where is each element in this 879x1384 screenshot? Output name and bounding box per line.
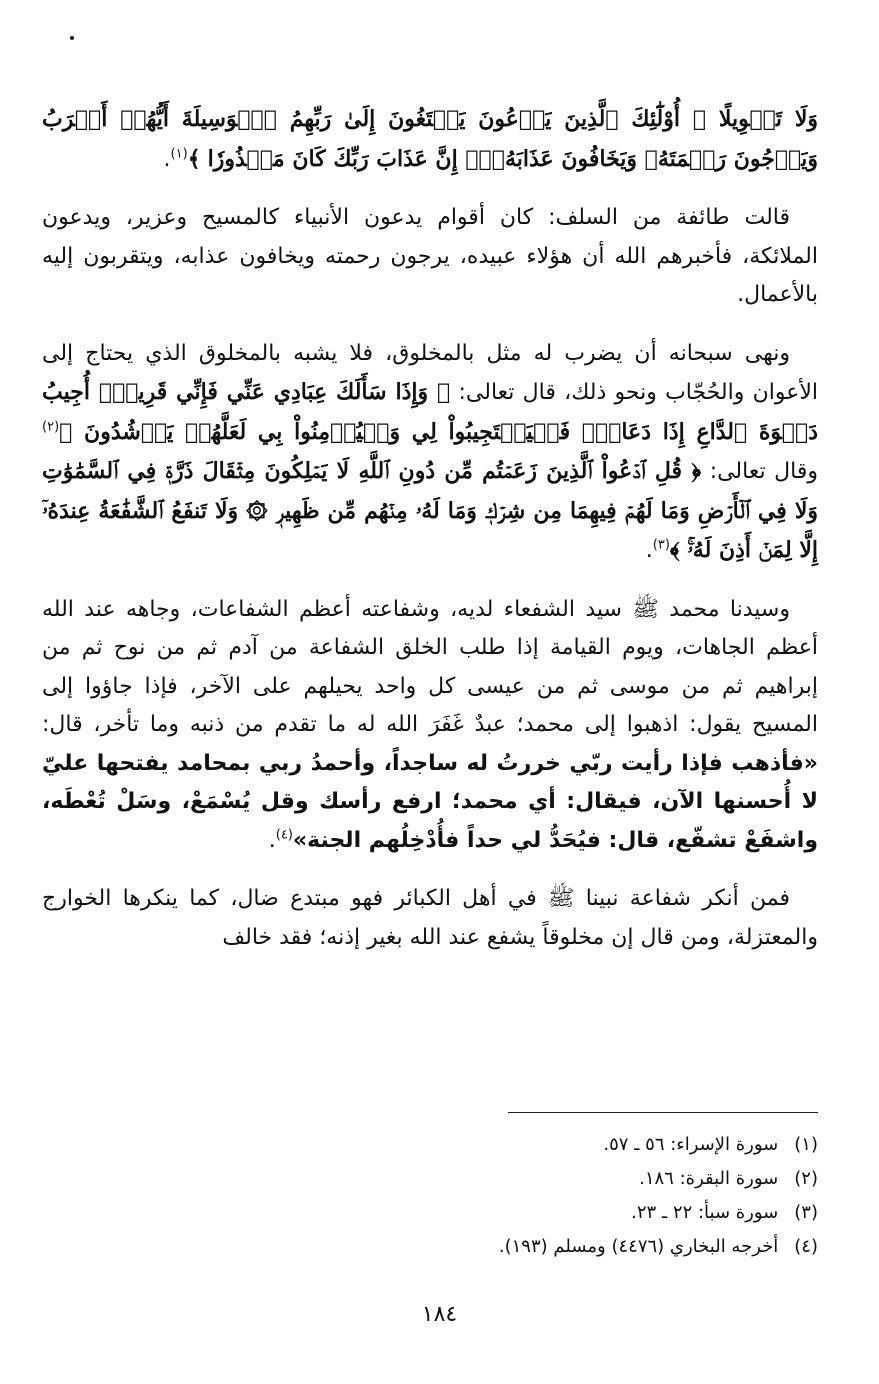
footnote-ref-4: (٤) <box>275 827 293 843</box>
footnote-item <box>42 1128 818 1162</box>
footnote-item <box>42 1196 818 1230</box>
footnote-item <box>42 1230 818 1264</box>
quran-verse-saba: ﴿ قُلِ ٱدۡعُواْ ٱلَّذِينَ زَعَمۡتُم مِّن دُونِ ٱللَّهِ لَا يَمۡلِكُونَ مِثۡقَالَ ذَرَّةٖ فِي ٱلسَّمَٰوَٰتِ وَلَا فِي ٱلۡأَرۡضِ وَمَا لَهُمۡ فِيهِمَا مِن شِرۡكٖ وَمَا لَهُۥ مِنۡهُم مِّن ظَهِيرٖ ۞ وَلَا تَنفَعُ ٱلشَّفَٰعَةُ عِندَهُۥٓ إِلَّا لِمَنۡ أَذِنَ لَهُۥۚ ﴾ <box>42 458 818 563</box>
paragraph-quran-verse <box>42 100 818 179</box>
footnote-item <box>42 1162 818 1196</box>
page-speck <box>70 36 74 40</box>
hadith-quote: «فأذهب فإذا رأيت ربّي خررتُ له ساجداً، وأحمدُ ربي بمحامد يفتحها عليّ لا أُحسنها الآن، فيقال: أي محمد؛ ارفع رأسك وقل يُسْمَعْ، وسَلْ تُعْطَه، واشفَعْ تشفّع، قال: فيُحَدُّ لي حداً فأُدْخِلُهم الجنة» <box>42 750 818 853</box>
footnote-ref-3: (٣) <box>652 537 670 553</box>
paragraph-denial: فمن أنكر شفاعة نبينا ﷺ في أهل الكبائر فهو مبتدع ضال، كما ينكرها الخوارج والمعتزلة، ومن قال إن مخلوقاً يشفع عند الله بغير إذنه؛ فقد خالف <box>42 886 818 950</box>
main-text <box>42 100 818 977</box>
page-number: ١٨٤ <box>421 1302 458 1327</box>
quran-bracket-close: ﴾ <box>187 145 201 172</box>
footnote-number: (٢) <box>794 1168 818 1189</box>
sentence-end: . <box>645 538 653 563</box>
footnote-number: (٤) <box>794 1236 818 1257</box>
footnote-ref-1: (١) <box>170 146 188 162</box>
footnote-text: سورة سبأ: ٢٢ ـ ٢٣. <box>631 1202 779 1223</box>
paragraph-prohibition <box>42 335 818 571</box>
footnote-text: سورة البقرة: ١٨٦. <box>639 1168 779 1189</box>
quran-verse-baqara: ﴿ وَإِذَا سَأَلَكَ عِبَادِي عَنِّي فَإِنِّي قَرِيبٌۖ أُجِيبُ دَعۡوَةَ ٱلدَّاعِ إِذَا دَعَانِۖ فَلۡيَسۡتَجِيبُواْ لِي وَلۡيُؤۡمِنُواْ بِي لَعَلَّهُمۡ يَرۡشُدُونَ ﴾ <box>42 379 818 445</box>
paragraph-text-a: ونهى سبحانه أن يضرب له مثل بالمخلوق، فلا يشبه بالمخلوق الذي يحتاج إلى الأعوان والحُجّاب ونحو ذلك، قال تعالى: <box>42 340 818 405</box>
footnote-number: (١) <box>794 1134 818 1155</box>
footnote-number: (٣) <box>794 1202 818 1223</box>
paragraph-text-b: وقال تعالى: <box>709 459 818 484</box>
paragraph-salaf: قالت طائفة من السلف: كان أقوام يدعون الأنبياء كالمسيح وعزير، ويدعون الملائكة، فأخبرهم الله أن هؤلاء عبيده، يرجون رحمته ويخافون عذابه، ويتقربون إليه بالأعمال. <box>42 205 818 307</box>
footnote-divider <box>508 1112 818 1113</box>
footnote-text: سورة الإسراء: ٥٦ ـ ٥٧. <box>603 1134 779 1155</box>
footnotes <box>42 1128 818 1264</box>
paragraph-intercession <box>42 591 818 861</box>
quran-verse-isra: وَلَا تَحۡوِيلًا ۞ أُوْلَٰٓئِكَ ٱلَّذِينَ يَدۡعُونَ يَبۡتَغُونَ إِلَىٰ رَبِّهِمُ ٱلۡوَسِيلَةَ أَيُّهُمۡ أَقۡرَبُ وَيَرۡجُونَ رَحۡمَتَهُۥ وَيَخَافُونَ عَذَابَهُۥٓۚ إِنَّ عَذَابَ رَبِّكَ كَانَ مَحۡذُورٗا <box>42 106 818 172</box>
sentence-end: . <box>268 827 276 853</box>
footnote-ref-2: (٢) <box>42 419 60 435</box>
sentence-end: . <box>163 146 171 172</box>
footnote-text: أخرجه البخاري (٤٤٧٦) ومسلم (١٩٣). <box>498 1236 779 1257</box>
paragraph-text: وسيدنا محمد ﷺ سيد الشفعاء لديه، وشفاعته أعظم الشفاعات، وجاهه عند الله أعظم الجاهات، ويوم القيامة إذا طلب الخلق الشفاعة من آدم ثم من نوح ثم من إبراهيم ثم من موسى ثم من عيسى كل واحد يحيلهم على الآخر، فإذا جاؤوا إلى المسيح يقول: اذهبوا إلى محمد؛ عبدٌ غَفَرَ الله له ما تقدم من ذنبه وما تأخر، قال: <box>42 596 818 737</box>
